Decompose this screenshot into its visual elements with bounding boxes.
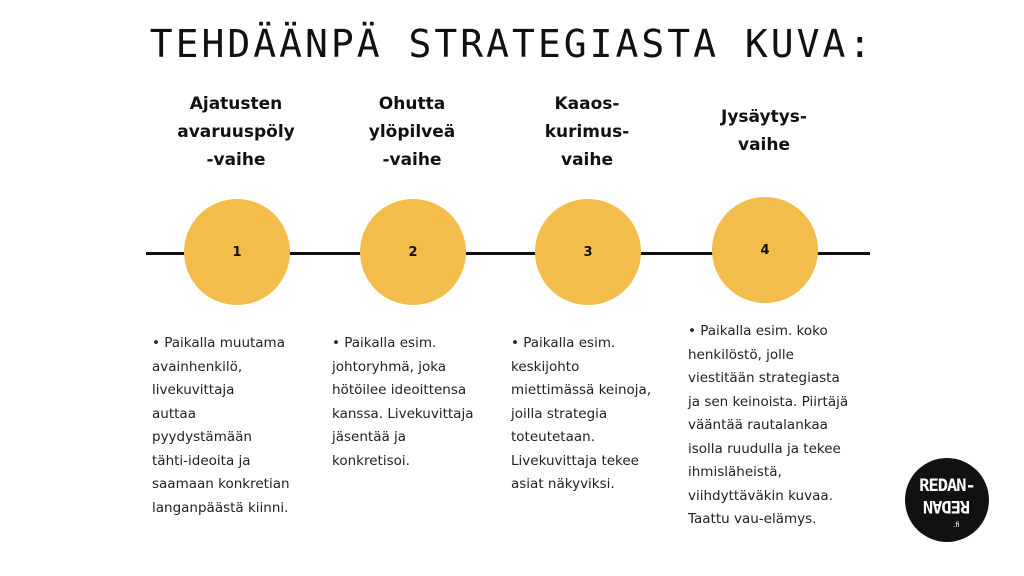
phase-1-description: • Paikalla muutama avainhenkilö, livekuvittaja auttaa pyydystämään tähti-ideoita ja saamaan konkretian langanpäästä kiinni. xyxy=(152,335,290,516)
phase-2-title: Ohutta ylöpilveä -vaihe xyxy=(368,94,456,170)
page-title: TEHDÄÄNPÄ STRATEGIASTA KUVA: xyxy=(149,22,875,66)
phase-2 xyxy=(324,0,500,576)
phase-4-description: • Paikalla esim. koko henkilöstö, jolle viestitään strategiasta ja sen keinoista. Piirtäjä vääntää rautalankaa isolla ruudulla ja tekee ihmisläheistä, viihdyttäväkin kuvaa. Taattu vau-elämys. xyxy=(688,323,849,527)
phase-1-title: Ajatusten avaruuspöly -vaihe xyxy=(177,94,295,170)
phase-3-circle xyxy=(535,199,641,305)
phase-1-number: 1 xyxy=(232,244,242,260)
phase-2-number: 2 xyxy=(408,244,418,260)
phase-3-title: Kaaos- kurimus- vaihe xyxy=(544,94,630,170)
phase-3 xyxy=(499,0,675,576)
logo-domain-suffix: .fi xyxy=(953,521,960,529)
phase-3-number: 3 xyxy=(583,244,593,260)
phase-1-circle xyxy=(184,199,290,305)
phase-3-description: • Paikalla esim. keskijohto miettimässä keinoja, joilla strategia toteutetaan. Livekuvittaja tekee asiat näkyviksi. xyxy=(511,335,652,492)
phase-4-title: Jysäytys- vaihe xyxy=(721,107,807,155)
phase-4-circle xyxy=(712,197,818,303)
phase-2-description: • Paikalla esim. johtoryhmä, joka hötöilee ideoittensa kanssa. Livekuvittaja jäsentää ja konkretisoi. xyxy=(332,335,474,469)
redan-redan-logo[interactable] xyxy=(905,458,989,542)
logo-text-top: REDAN- xyxy=(919,476,975,496)
phase-1 xyxy=(148,0,324,576)
phase-4-number: 4 xyxy=(760,242,770,258)
phase-2-circle xyxy=(360,199,466,305)
phase-4 xyxy=(676,0,852,576)
logo-text-bottom-flipped: REDAN xyxy=(923,496,971,516)
